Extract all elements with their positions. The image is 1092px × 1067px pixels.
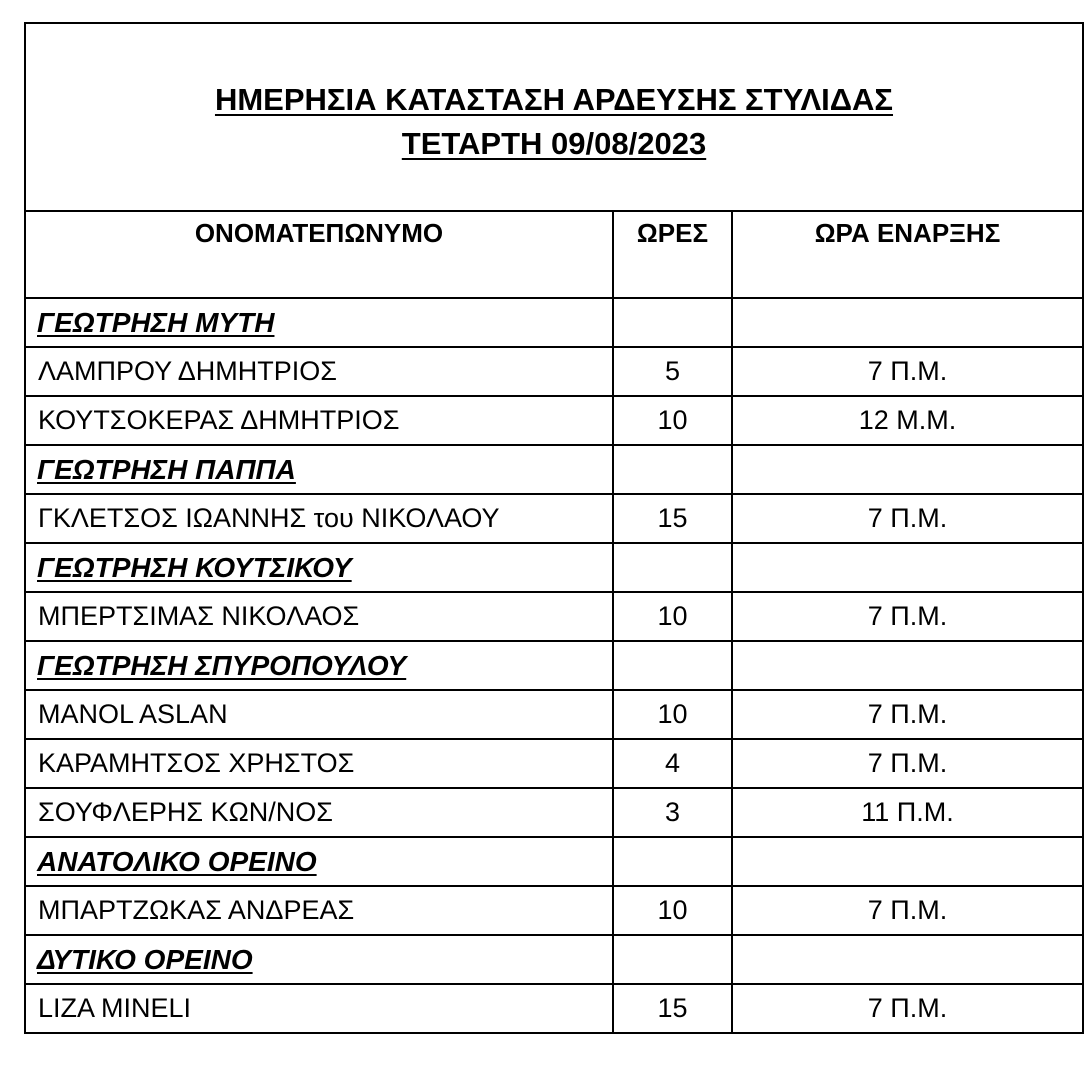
column-header-hours: ΩΡΕΣ	[613, 211, 732, 298]
start-time-cell: 7 Π.Μ.	[732, 592, 1083, 641]
hours-cell: 15	[613, 494, 732, 543]
person-name-cell: ΚΑΡΑΜΗΤΣΟΣ ΧΡΗΣΤΟΣ	[25, 739, 613, 788]
column-header-name: ΟΝΟΜΑΤΕΠΩΝΥΜΟ	[25, 211, 613, 298]
start-time-cell: 7 Π.Μ.	[732, 347, 1083, 396]
table-row	[25, 494, 1083, 543]
table-row	[25, 739, 1083, 788]
start-time-cell: 7 Π.Μ.	[732, 494, 1083, 543]
group-row	[25, 935, 1083, 984]
hours-cell: 10	[613, 396, 732, 445]
document-title: ΗΜΕΡΗΣΙΑ ΚΑΤΑΣΤΑΣΗ ΑΡΔΕΥΣΗΣ ΣΤΥΛΙΔΑΣ	[214, 82, 894, 117]
empty-cell	[732, 935, 1083, 984]
title-cell	[25, 23, 1083, 211]
start-time-cell: 12 Μ.Μ.	[732, 396, 1083, 445]
empty-cell	[732, 298, 1083, 347]
group-name: ΔΥΤΙΚΟ ΟΡΕΙΝΟ	[25, 935, 613, 984]
group-row	[25, 837, 1083, 886]
header-row	[25, 211, 1083, 298]
table-row	[25, 788, 1083, 837]
table-row	[25, 984, 1083, 1033]
table-row	[25, 396, 1083, 445]
hours-cell: 4	[613, 739, 732, 788]
person-name-cell: ΚΟΥΤΣΟΚΕΡΑΣ ΔΗΜΗΤΡΙΟΣ	[25, 396, 613, 445]
hours-cell: 10	[613, 592, 732, 641]
hours-cell: 10	[613, 690, 732, 739]
group-name: ΑΝΑΤΟΛΙΚΟ ΟΡΕΙΝΟ	[25, 837, 613, 886]
table-body	[25, 23, 1083, 1033]
empty-cell	[732, 641, 1083, 690]
empty-cell	[613, 935, 732, 984]
group-name: ΓΕΩΤΡΗΣΗ ΜΥΤΗ	[25, 298, 613, 347]
hours-cell: 3	[613, 788, 732, 837]
empty-cell	[732, 837, 1083, 886]
person-name-cell: ΣΟΥΦΛΕΡΗΣ ΚΩΝ/ΝΟΣ	[25, 788, 613, 837]
table-row	[25, 886, 1083, 935]
hours-cell: 5	[613, 347, 732, 396]
start-time-cell: 7 Π.Μ.	[732, 984, 1083, 1033]
hours-cell: 10	[613, 886, 732, 935]
person-name-cell: MANOL ASLAN	[25, 690, 613, 739]
empty-cell	[613, 543, 732, 592]
group-row	[25, 298, 1083, 347]
table-row	[25, 347, 1083, 396]
start-time-cell: 7 Π.Μ.	[732, 739, 1083, 788]
column-header-start-time: ΩΡΑ ΕΝΑΡΞΗΣ	[732, 211, 1083, 298]
empty-cell	[613, 641, 732, 690]
group-row	[25, 445, 1083, 494]
group-name: ΓΕΩΤΡΗΣΗ ΣΠΥΡΟΠΟΥΛΟΥ	[25, 641, 613, 690]
empty-cell	[732, 445, 1083, 494]
empty-cell	[613, 298, 732, 347]
person-name-cell: LIZA MINELI	[25, 984, 613, 1033]
person-name-cell: ΜΠΕΡΤΣΙΜΑΣ ΝΙΚΟΛΑΟΣ	[25, 592, 613, 641]
group-name: ΓΕΩΤΡΗΣΗ ΠΑΠΠΑ	[25, 445, 613, 494]
document-date: ΤΕΤΑΡΤΗ 09/08/2023	[401, 126, 707, 161]
table-row	[25, 690, 1083, 739]
person-name-cell: ΓΚΛΕΤΣΟΣ ΙΩΑΝΝΗΣ του ΝΙΚΟΛΑΟΥ	[25, 494, 613, 543]
group-name: ΓΕΩΤΡΗΣΗ ΚΟΥΤΣΙΚΟΥ	[25, 543, 613, 592]
start-time-cell: 11 Π.Μ.	[732, 788, 1083, 837]
group-row	[25, 543, 1083, 592]
start-time-cell: 7 Π.Μ.	[732, 886, 1083, 935]
group-row	[25, 641, 1083, 690]
person-name-cell: ΛΑΜΠΡΟΥ ΔΗΜΗΤΡΙΟΣ	[25, 347, 613, 396]
irrigation-schedule-table	[24, 22, 1084, 1034]
person-name-cell: ΜΠΑΡΤΖΩΚΑΣ ΑΝΔΡΕΑΣ	[25, 886, 613, 935]
empty-cell	[732, 543, 1083, 592]
title-row	[25, 23, 1083, 211]
empty-cell	[613, 445, 732, 494]
hours-cell: 15	[613, 984, 732, 1033]
empty-cell	[613, 837, 732, 886]
start-time-cell: 7 Π.Μ.	[732, 690, 1083, 739]
table-row	[25, 592, 1083, 641]
